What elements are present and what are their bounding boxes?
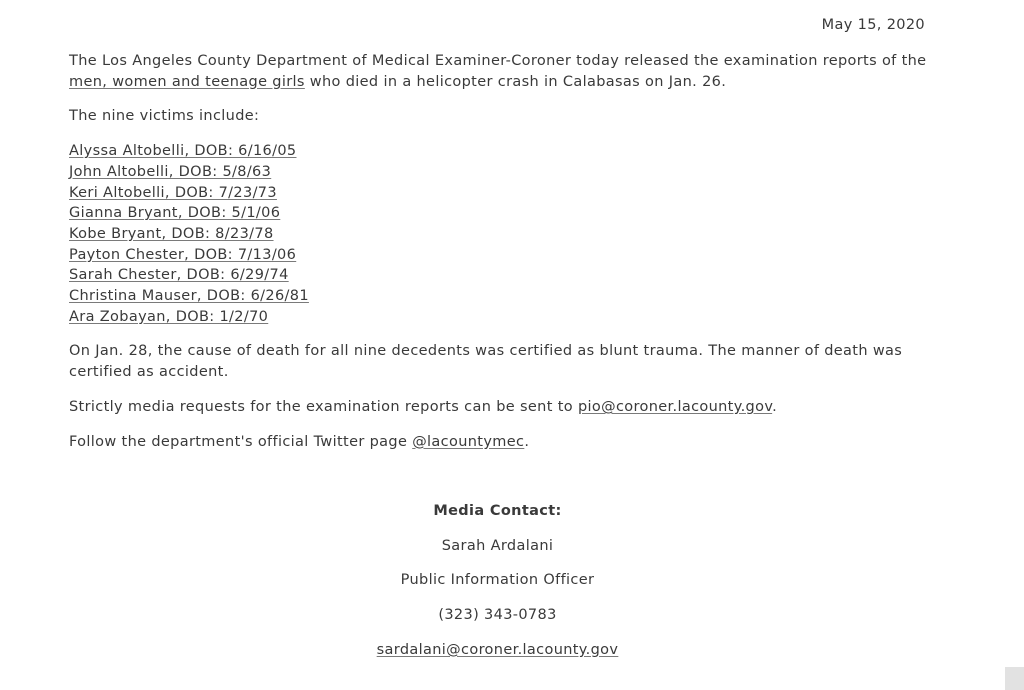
list-item (69, 141, 929, 162)
scrollbar-thumb[interactable] (1005, 667, 1024, 690)
contact-name: Sarah Ardalani (441, 537, 554, 554)
list-item (69, 183, 929, 204)
victim-link[interactable]: Payton Chester, DOB: 7/13/06 (69, 246, 297, 263)
media-contact-block (0, 501, 995, 674)
contact-phone: (323) 343-0783 (438, 607, 557, 624)
intro-paragraph (69, 51, 929, 92)
twitter-link[interactable]: @lacountymec (412, 433, 525, 450)
list-item (69, 224, 929, 245)
contact-email-row (0, 640, 995, 675)
victim-link[interactable]: Ara Zobayan, DOB: 1/2/70 (69, 308, 269, 325)
media-requests-text: Strictly media requests for the examination reports can be sent to (69, 398, 578, 415)
release-date: May 15, 2020 (821, 17, 925, 33)
cause-of-death-paragraph: On Jan. 28, the cause of death for all nine decedents was certified as blunt trauma. The manner of death was certified as accident. (69, 343, 903, 381)
victim-link[interactable]: Christina Mauser, DOB: 6/26/81 (69, 288, 309, 305)
intro-text-after: who died in a helicopter crash in Calabasas on Jan. 26. (304, 73, 727, 90)
victim-link[interactable]: Sarah Chester, DOB: 6/29/74 (69, 267, 289, 284)
twitter-text: Follow the department's official Twitter page (69, 433, 413, 450)
victims-list (69, 141, 929, 327)
list-item (69, 245, 929, 266)
victims-reports-link[interactable]: men, women and teenage girls (69, 73, 305, 90)
list-item (69, 286, 929, 307)
victim-link[interactable]: Kobe Bryant, DOB: 8/23/78 (69, 225, 274, 242)
contact-email-link[interactable]: sardalani@coroner.lacounty.gov (376, 641, 619, 658)
contact-title: Public Information Officer (400, 572, 595, 589)
victim-link[interactable]: Alyssa Altobelli, DOB: 6/16/05 (69, 143, 297, 160)
list-item (69, 307, 929, 328)
victims-heading: The nine victims include: (69, 108, 260, 125)
twitter-paragraph (69, 432, 929, 453)
media-requests-paragraph (69, 397, 929, 418)
intro-text-before: The Los Angeles County Department of Medical Examiner-Coroner today released the examination reports of the (69, 53, 927, 69)
media-contact-heading: Media Contact: (433, 503, 562, 519)
press-release-body (69, 51, 929, 466)
victim-link[interactable]: Keri Altobelli, DOB: 7/23/73 (69, 184, 277, 201)
list-item (69, 203, 929, 224)
media-requests-period: . (772, 398, 778, 415)
list-item (69, 162, 929, 183)
twitter-period: . (524, 433, 530, 450)
victim-link[interactable]: John Altobelli, DOB: 5/8/63 (69, 163, 272, 180)
pio-email-link[interactable]: pio@coroner.lacounty.gov (577, 398, 773, 415)
list-item (69, 265, 929, 286)
victim-link[interactable]: Gianna Bryant, DOB: 5/1/06 (69, 205, 281, 222)
